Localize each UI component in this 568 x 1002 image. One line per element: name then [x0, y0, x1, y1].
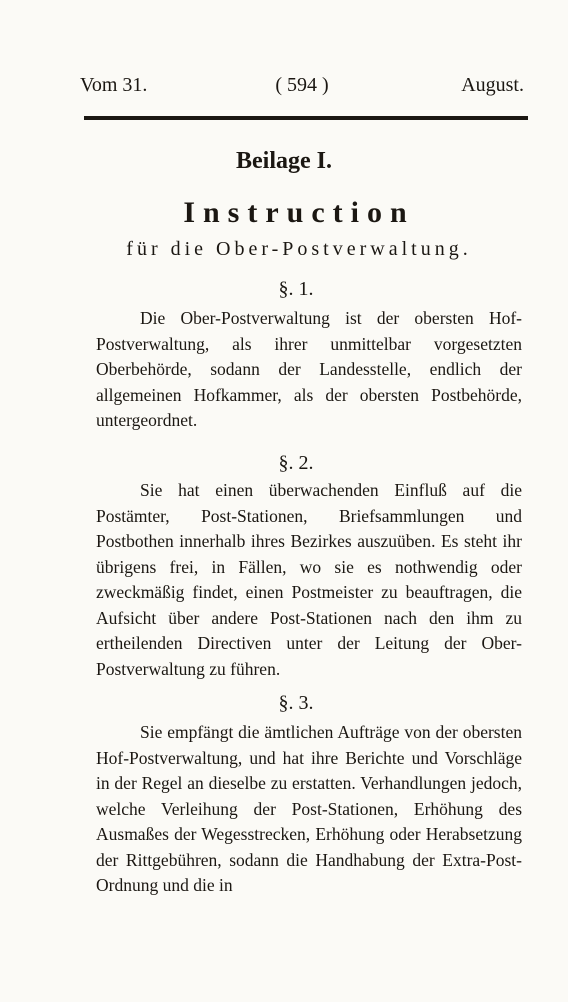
document-subtitle: für die Ober-Postverwaltung.	[126, 238, 472, 260]
document-title: Instruction	[183, 196, 415, 229]
appendix-title: Beilage I.	[236, 148, 332, 174]
section-1-body	[96, 306, 522, 434]
section-2-text: Sie hat einen überwachenden Einfluß auf die Postämter, Post-Stationen, Briefsammlungen und Postbothen innerhalb ihres Bezirkes auszuüben. Es steht ihr übrigens frei, in Fällen, wo sie es nothwendig oder zweckmäßig findet, einen Postmeister zu beauftragen, die Aufsicht über andere Post-Stationen nach den ihm zu ertheilenden Directiven unter der Leitung der Ober-Postverwaltung zu führen.	[96, 480, 522, 679]
section-mark-1: §. 1.	[278, 278, 314, 300]
header-date-right: August.	[461, 74, 524, 96]
header-date-left: Vom 31.	[80, 74, 148, 96]
page-number: ( 594 )	[275, 74, 329, 96]
section-3-text: Sie empfängt die ämtlichen Aufträge von der obersten Hof-Postverwaltung, und hat ihre Berichte und Vorschläge in der Regel an dieselbe zu erstatten. Verhandlungen jedoch, welche Verleihung der Post-Stationen, Erhöhung des Ausmaßes der Wegesstrecken, Erhöhung oder Herabsetzung der Rittgebühren, sodann die Handhabung der Extra-Post-Ordnung und die in	[96, 722, 522, 895]
section-1-text: Die Ober-Postverwaltung ist der obersten Hof-Postverwaltung, als ihrer unmittelbar vorgesetzten Oberbehörde, sodann der Landesstelle, endlich der allgemeinen Hofkammer, als der obersten Postbehörde, untergeordnet.	[96, 308, 522, 430]
section-mark-2: §. 2.	[278, 452, 314, 474]
section-2-body	[96, 478, 522, 682]
section-3-body	[96, 720, 522, 899]
section-mark-3: §. 3.	[278, 692, 314, 714]
header-rule	[84, 116, 528, 120]
running-header	[80, 74, 524, 102]
